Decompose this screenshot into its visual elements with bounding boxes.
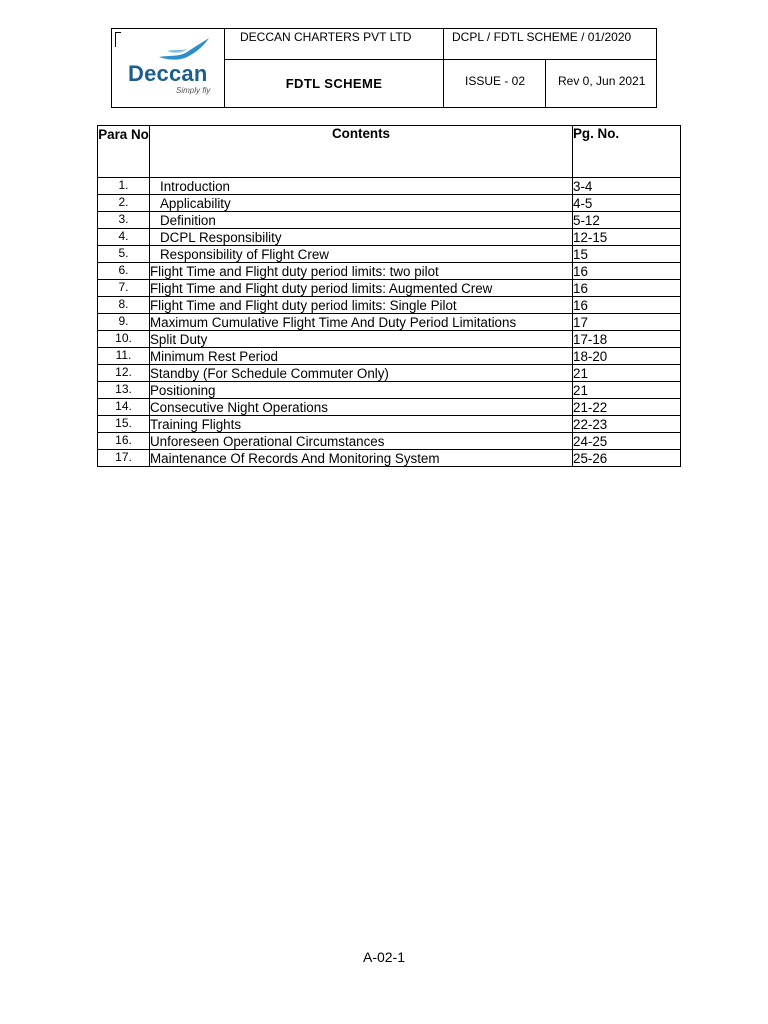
page-range: 15	[573, 246, 681, 263]
company-name: DECCAN CHARTERS PVT LTD	[225, 29, 444, 60]
page-range: 25-26	[573, 450, 681, 467]
page-range: 21	[573, 365, 681, 382]
table-row	[98, 433, 681, 450]
table-row	[98, 263, 681, 280]
para-number: 9.	[98, 314, 150, 331]
table-row	[98, 365, 681, 382]
para-number: 11.	[98, 348, 150, 365]
page-range: 16	[573, 263, 681, 280]
para-number: 14.	[98, 399, 150, 416]
section-title: Training Flights	[150, 416, 573, 433]
logo-wordmark: Deccan	[128, 61, 208, 86]
page-range: 21	[573, 382, 681, 399]
section-title: Definition	[150, 212, 573, 229]
column-header-contents: Contents	[150, 126, 573, 178]
section-title: Standby (For Schedule Commuter Only)	[150, 365, 573, 382]
page-range: 24-25	[573, 433, 681, 450]
table-header-row	[98, 126, 681, 178]
page-range: 4-5	[573, 195, 681, 212]
page-range: 12-15	[573, 229, 681, 246]
table-row	[98, 416, 681, 433]
revision-date: Rev 0, Jun 2021	[558, 74, 646, 88]
section-title: Minimum Rest Period	[150, 348, 573, 365]
para-number: 5.	[98, 246, 150, 263]
table-row	[98, 229, 681, 246]
para-number: 13.	[98, 382, 150, 399]
document-reference: DCPL / FDTL SCHEME / 01/2020	[444, 29, 656, 60]
document-title: FDTL SCHEME	[225, 60, 444, 107]
para-number: 6.	[98, 263, 150, 280]
para-number: 16.	[98, 433, 150, 450]
page-range: 17-18	[573, 331, 681, 348]
page-range: 16	[573, 280, 681, 297]
logo-tagline: Simply fly	[176, 86, 211, 95]
para-number: 15.	[98, 416, 150, 433]
page-range: 3-4	[573, 178, 681, 195]
section-title: Introduction	[150, 178, 573, 195]
para-number: 7.	[98, 280, 150, 297]
page-range: 17	[573, 314, 681, 331]
table-row	[98, 297, 681, 314]
para-number: 1.	[98, 178, 150, 195]
contents-table	[97, 125, 681, 467]
logo-cell	[112, 29, 225, 107]
page-range: 16	[573, 297, 681, 314]
para-number: 3.	[98, 212, 150, 229]
section-title: Flight Time and Flight duty period limits: two pilot	[150, 263, 573, 280]
section-title: Applicability	[150, 195, 573, 212]
section-title: DCPL Responsibility	[150, 229, 573, 246]
page-number: A-02-1	[362, 949, 406, 965]
section-title: Flight Time and Flight duty period limits: Augmented Crew	[150, 280, 573, 297]
table-row	[98, 314, 681, 331]
page-range: 21-22	[573, 399, 681, 416]
table-row	[98, 399, 681, 416]
para-number: 10.	[98, 331, 150, 348]
table-row	[98, 246, 681, 263]
section-title: Responsibility of Flight Crew	[150, 246, 573, 263]
section-title: Split Duty	[150, 331, 573, 348]
table-row	[98, 280, 681, 297]
table-body	[98, 178, 681, 467]
section-title: Unforeseen Operational Circumstances	[150, 433, 573, 450]
para-number: 4.	[98, 229, 150, 246]
bird-logo-icon	[157, 37, 212, 63]
para-number: 17.	[98, 450, 150, 467]
column-header-para: Para No	[98, 126, 150, 178]
section-title: Maximum Cumulative Flight Time And Duty Period Limitations	[150, 314, 573, 331]
table-row	[98, 382, 681, 399]
section-title: Flight Time and Flight duty period limits: Single Pilot	[150, 297, 573, 314]
corner-mark	[115, 32, 121, 47]
page-range: 18-20	[573, 348, 681, 365]
para-number: 12.	[98, 365, 150, 382]
para-number: 8.	[98, 297, 150, 314]
document-header	[111, 28, 657, 108]
page-range: 5-12	[573, 212, 681, 229]
table-row	[98, 331, 681, 348]
section-title: Maintenance Of Records And Monitoring System	[150, 450, 573, 467]
table-row	[98, 450, 681, 467]
section-title: Positioning	[150, 382, 573, 399]
table-row	[98, 212, 681, 229]
section-title: Consecutive Night Operations	[150, 399, 573, 416]
column-header-page: Pg. No.	[573, 126, 681, 178]
page-range: 22-23	[573, 416, 681, 433]
table-row	[98, 195, 681, 212]
issue-number: ISSUE - 02	[444, 60, 546, 107]
para-number: 2.	[98, 195, 150, 212]
table-row	[98, 348, 681, 365]
table-row	[98, 178, 681, 195]
